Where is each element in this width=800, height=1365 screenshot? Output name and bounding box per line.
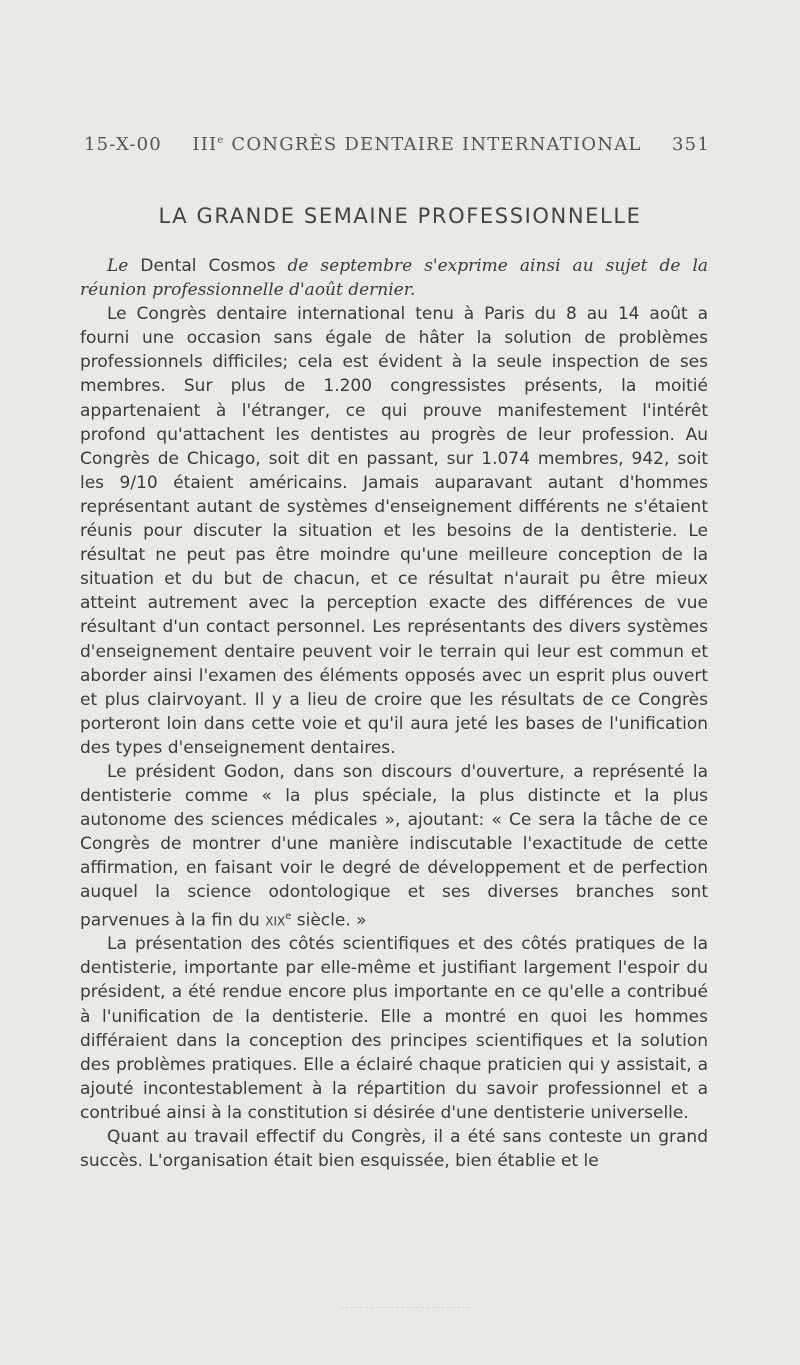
- godon-end: siècle. »: [296, 910, 367, 931]
- article-title: LA GRANDE SEMAINE PROFESSIONNELLE: [158, 204, 642, 228]
- page-number: 351: [672, 134, 710, 155]
- intro-paragraph: [80, 254, 708, 302]
- intro-prefix: Le: [107, 256, 129, 276]
- paragraph-2: [80, 760, 708, 932]
- intro-rest: de septembre s'exprime ainsi au sujet de la réunion professionnelle d'août dernier.: [80, 256, 709, 301]
- ordinal-superscript: e: [217, 135, 225, 146]
- article-body: [80, 254, 708, 1173]
- ordinal: III: [192, 134, 218, 155]
- paragraph-3: La présentation des côtés scientifiques et des côtés pratiques de la dentisterie, importante par elle-même et justifiant largement l'espoir du président, a été rendue encore plus importante en ce qu'elle a contribué à l'unification de la dentisterie. Elle a montré en quoi les hommes différaient dans la conception des principes scientifiques et la solution des problèmes pratiques. Elle a éclairé chaque praticien qui y assistait, a ajouté incontestablement à la répartition du savoir professionnel et a contribué ainsi à la constitution si désirée d'une dentisterie universelle.: [80, 934, 708, 1123]
- paragraph-4: Quant au travail effectif du Congrès, il a été sans conteste un grand succès. L'organisation était bien esquissée, bien établie et le: [80, 1127, 708, 1172]
- century-numeral: xix: [265, 910, 286, 931]
- bleed-through-mark: [340, 1307, 470, 1308]
- issue-date: 15-X-00: [84, 134, 162, 155]
- paragraph-1: Le Congrès dentaire international tenu à Paris du 8 au 14 août a fourni une occasion sans égale de hâter la solution de problèmes professionnels difficiles; cela est évident à la seule inspection de ses membres. Sur plus de 1.200 congressistes présents, la moitié appartenaient à l'étranger, ce qui prouve manifestement l'intérêt profond qu'attachent les dentistes au progrès de leur profession. Au Congrès de Chicago, soit dit en passant, sur 1.074 membres, 942, soit les 9/10 étaient américains. Jamais auparavant autant d'hommes représentant autant de systèmes d'enseignement différents ne s'étaient réunis pour discuter la situation et les besoins de la dentisterie. Le résultat ne peut pas être moindre qu'une meilleure conception de la situation et du but de chacun, et ce résultat n'aurait pu être mieux atteint autrement avec la perception exacte des différences de vue résultant d'un contact personnel. Les représentants des divers systèmes d'enseignement dentaire peuvent voir le terrain qui leur est commun et aborder ainsi l'examen des éléments opposés avec un esprit plus ouvert et plus clairvoyant. Il y a lieu de croire que les résultats de ce Congrès porteront loin dans cette voie et qu'il aura jeté les bases de l'unification des types d'enseignement dentaires.: [80, 304, 708, 758]
- journal-title: [192, 134, 641, 155]
- running-header: [84, 134, 710, 155]
- century-superscript: e: [285, 910, 292, 922]
- intro-source: Dental Cosmos: [140, 256, 276, 276]
- godon-text: Le président Godon, dans son discours d'ouverture, a représenté la dentisterie comme « la plus spéciale, la plus distincte et la plus autonome des sciences médicales », ajoutant: « Ce sera la tâche de ce Congrès de montrer d'une manière indiscutable l'exactitude de cette affirmation, en faisant voir le degré de développement et de perfection auquel la science odontologique et ses diverses branches sont parvenues à la fin du: [80, 761, 708, 931]
- journal-name: CONGRÈS DENTAIRE INTERNATIONAL: [231, 134, 642, 155]
